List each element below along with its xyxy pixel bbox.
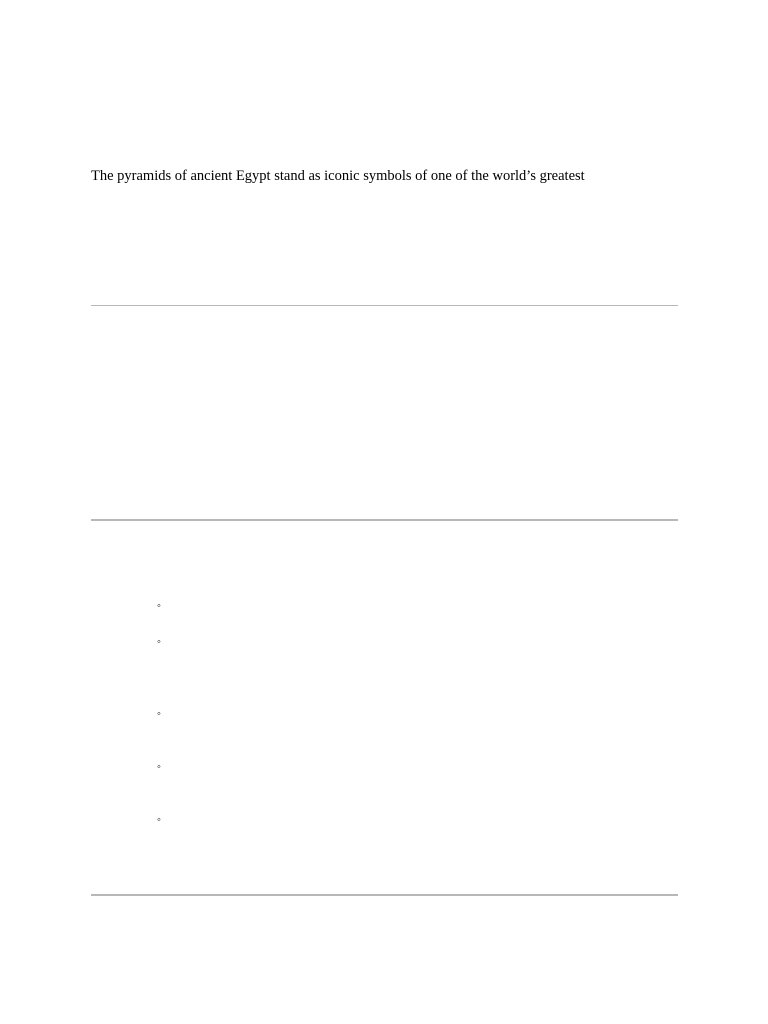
list-item-bullet: ◦ xyxy=(157,761,161,773)
list-item-bullet: ◦ xyxy=(157,600,161,612)
list-item-bullet: ◦ xyxy=(157,636,161,648)
section-divider-1 xyxy=(91,305,678,306)
section-divider-3 xyxy=(91,894,678,896)
section-divider-2 xyxy=(91,519,678,521)
intro-paragraph: The pyramids of ancient Egypt stand as iconic symbols of one of the world’s greatest xyxy=(91,168,585,184)
list-item-bullet: ◦ xyxy=(157,814,161,826)
list-item-bullet: ◦ xyxy=(157,708,161,720)
